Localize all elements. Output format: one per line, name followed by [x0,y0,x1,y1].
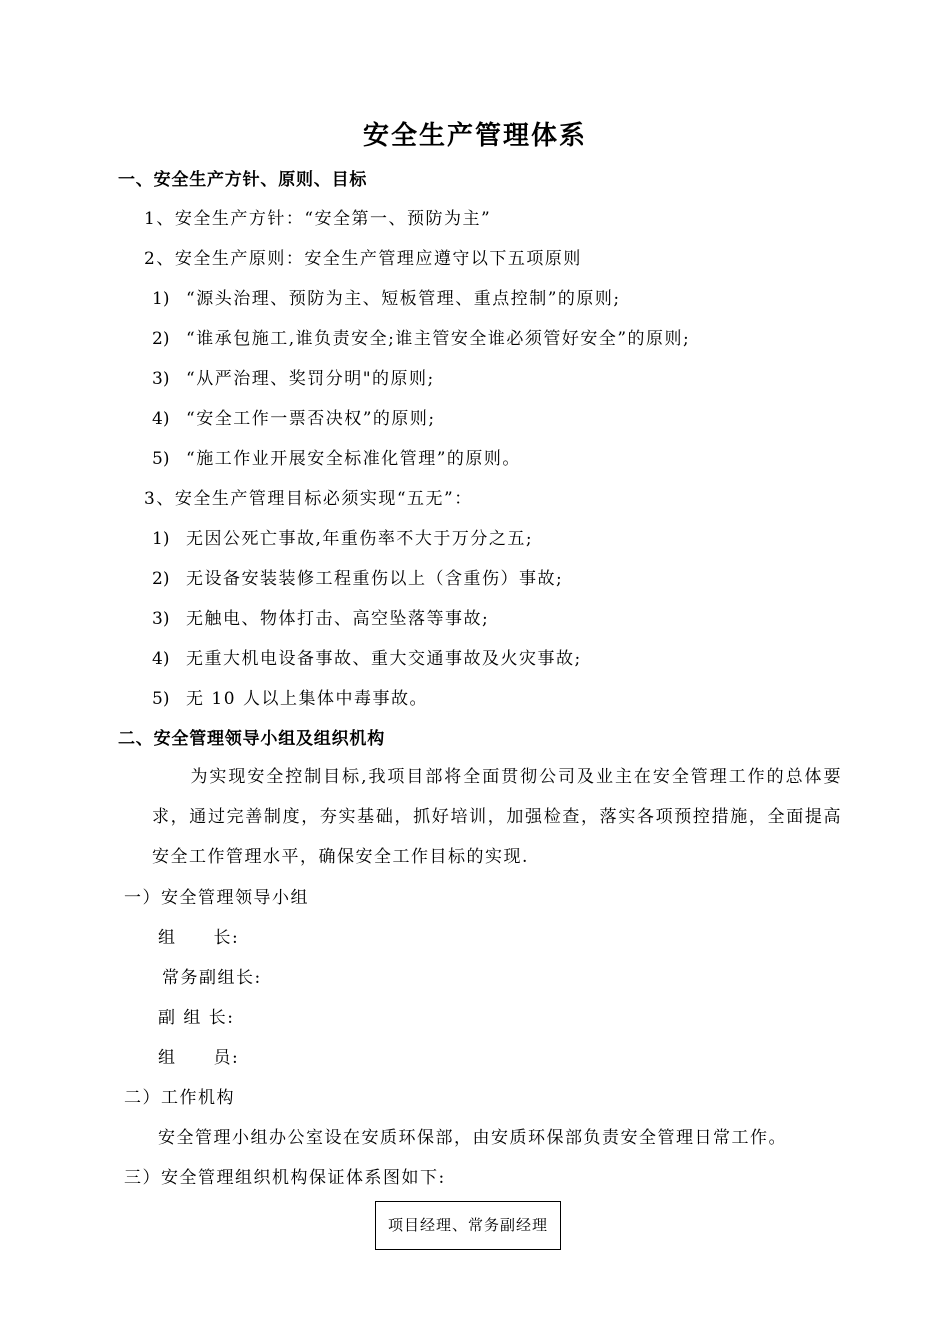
principle-item [152,408,436,430]
document-title: 安全生产管理体系 [362,121,587,151]
list-number: 3) [152,369,170,389]
list-number: 1) [152,289,170,309]
role-member: 组 员: [158,1048,240,1068]
principle-item [152,368,435,390]
list-text: “源头治理、预防为主、短板管理、重点控制”的原则; [186,289,621,309]
list-text: “安全工作一票否决权”的原则; [186,409,436,429]
list-number: 1) [152,529,170,549]
subsection-heading: 二）工作机构 [124,1088,235,1108]
list-number: 2) [152,329,170,349]
subsection-heading: 三）安全管理组织机构保证体系图如下: [124,1168,446,1188]
list-number: 2) [152,569,170,589]
list-text: 无触电、物体打击、高空坠落等事故; [186,609,490,629]
org-chart-box [375,1201,561,1250]
goal-item [152,528,533,550]
goal-item [152,688,428,710]
list-number: 4) [152,649,170,669]
goal-item [152,608,489,630]
subsection-heading: 一）安全管理领导小组 [124,888,309,908]
role-leader: 组 长: [158,928,240,948]
role-deputy: 副 组 长: [158,1008,235,1028]
policy-item: 1、安全生产方针：“安全第一、预防为主” [144,209,492,229]
list-text: 无重大机电设备事故、重大交通事故及火灾事故; [186,649,582,669]
list-text: “从严治理、奖罚分明"的原则; [186,369,435,389]
principle-item [152,288,621,310]
paragraph-text: 为实现安全控制目标,我项目部将全面贯彻公司及业主在安全管理工作的总体要求，通过完善制度，夯实基础，抓好培训，加强检查，落实各项预控措施，全面提高安全工作管理水平，确保安全工作目标的实现. [152,767,842,867]
list-number: 3) [152,609,170,629]
principle-intro: 2、安全生产原则：安全生产管理应遵守以下五项原则 [144,249,582,269]
principle-item [152,328,690,350]
goal-item [152,568,563,590]
list-number: 5) [152,449,170,469]
goal-item [152,648,582,670]
office-text: 安全管理小组办公室设在安质环保部，由安质环保部负责安全管理日常工作。 [158,1128,787,1148]
section1-heading: 一、安全生产方针、原则、目标 [118,170,368,190]
goals-intro: 3、安全生产管理目标必须实现“五无”： [144,489,473,509]
list-text: “谁承包施工,谁负责安全;谁主管安全谁必须管好安全”的原则; [186,329,691,349]
section2-heading: 二、安全管理领导小组及组织机构 [118,729,385,749]
list-number: 5) [152,689,170,709]
role-executive-deputy: 常务副组长: [162,968,262,988]
list-text: “施工作业开展安全标准化管理”的原则。 [186,449,521,469]
list-text: 无 10 人以上集体中毒事故。 [186,689,428,709]
intro-paragraph [152,757,842,877]
list-text: 无设备安装装修工程重伤以上（含重伤）事故; [186,569,564,589]
org-box-label: 项目经理、常务副经理 [388,1216,549,1234]
list-number: 4) [152,409,170,429]
list-text: 无因公死亡事故,年重伤率不大于万分之五; [186,529,534,549]
principle-item [152,448,521,470]
